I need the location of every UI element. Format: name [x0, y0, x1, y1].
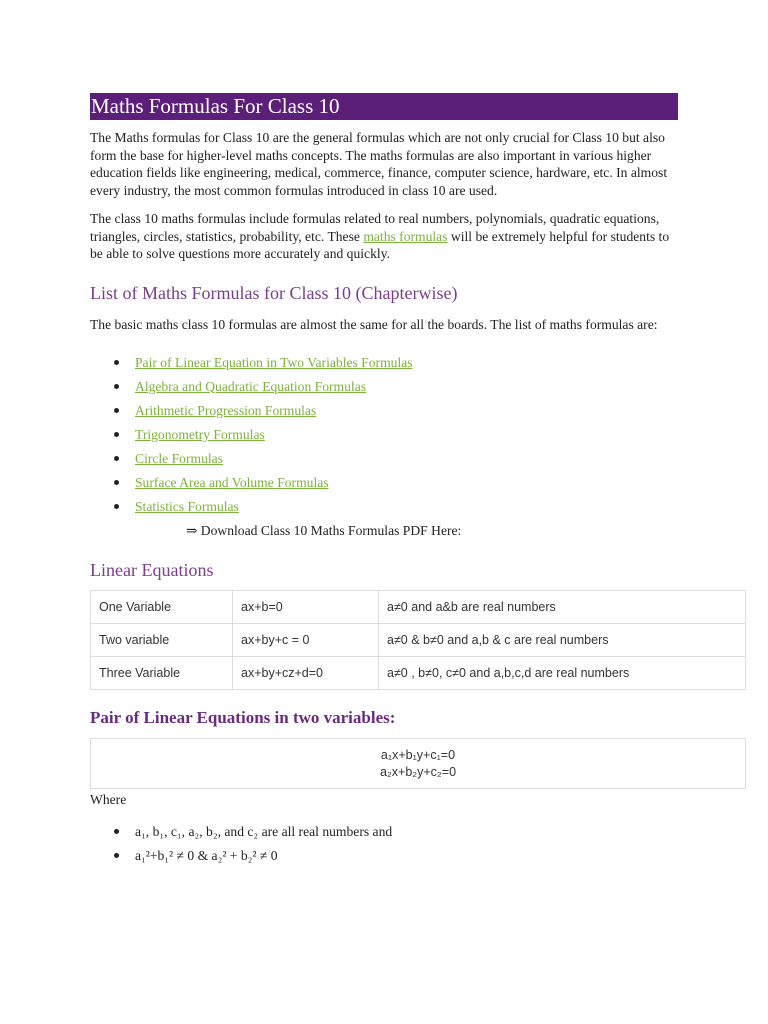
chapter-link-pair-linear[interactable]: Pair of Linear Equation in Two Variables Formulas — [135, 354, 413, 370]
chapter-link-algebra-quadratic[interactable]: Algebra and Quadratic Equation Formulas — [135, 378, 367, 394]
equation-2: a₂x+b₂y+c₂=0 — [379, 764, 457, 779]
table-cell-condition: a≠0 and a&b are real numbers — [379, 590, 746, 623]
table-cell-condition: a≠0 , b≠0, c≠0 and a,b,c,d are real numbers — [379, 656, 746, 689]
list-item: a₁, b₁, c₁, a₂, b₂, and c₂ are all real numbers and — [90, 820, 746, 844]
list-item: a₁²+b₁² ≠ 0 & a₂² + b₂² ≠ 0 — [90, 844, 746, 868]
page-title: Maths Formulas For Class 10 — [90, 93, 678, 120]
intro-paragraph: The Maths formulas for Class 10 are the general formulas which are not only crucial for Class 10 but also form the base for higher-level maths concepts. The maths formulas are also important in various higher education fields like engineering, medical, commerce, finance, computer science, hardware, etc. In almost every industry, the most common formulas introduced in class 10 are used. — [90, 130, 668, 199]
equation-1: a₁x+b₁y+c₁=0 — [380, 747, 456, 762]
download-pdf-text: ⇒ Download Class 10 Maths Formulas PDF Here: — [186, 522, 462, 538]
chapter-link-circle[interactable]: Circle Formulas — [135, 450, 223, 466]
list-item — [90, 351, 746, 375]
second-paragraph — [90, 210, 678, 263]
linear-equations-heading: Linear Equations — [90, 559, 214, 580]
chapter-link-surface-area-volume[interactable]: Surface Area and Volume Formulas — [135, 474, 329, 490]
table-cell-equation: ax+by+cz+d=0 — [233, 656, 379, 689]
chapter-link-trigonometry[interactable]: Trigonometry Formulas — [135, 426, 265, 442]
list-item — [90, 423, 746, 447]
table-cell-equation: ax+b=0 — [233, 590, 379, 623]
table-cell-type: One Variable — [91, 590, 233, 623]
where-label: Where — [90, 791, 127, 807]
conditions-list — [90, 820, 746, 868]
list-heading: List of Maths Formulas for Class 10 (Chapterwise) — [90, 282, 458, 303]
table-row — [91, 656, 746, 689]
pair-equations-box — [90, 738, 746, 789]
second-paragraph-text-end: will be extremely helpful for students to be able to solve questions more accurately and quickly. — [90, 228, 670, 262]
maths-formulas-link[interactable]: maths formulas — [363, 228, 448, 244]
pair-equations-heading: Pair of Linear Equations in two variables: — [90, 707, 396, 727]
table-cell-condition: a≠0 & b≠0 and a,b & c are real numbers — [379, 623, 746, 656]
table-cell-type: Two variable — [91, 623, 233, 656]
list-item — [90, 495, 746, 519]
article — [90, 93, 746, 868]
linear-equations-table — [90, 590, 746, 690]
list-item — [90, 399, 746, 423]
table-cell-type: Three Variable — [91, 656, 233, 689]
chapter-link-list — [90, 351, 746, 519]
chapter-link-arithmetic-progression[interactable]: Arithmetic Progression Formulas — [135, 402, 317, 418]
list-item — [90, 471, 746, 495]
second-paragraph-text-start: The class 10 maths formulas include formulas related to real numbers, polynomials, quadratic equations, triangles, circles, statistics, probability, etc. These — [90, 210, 660, 244]
list-intro: The basic maths class 10 formulas are almost the same for all the boards. The list of maths formulas are: — [90, 316, 658, 332]
list-item — [90, 447, 746, 471]
table-row — [91, 623, 746, 656]
table-cell-equation: ax+by+c = 0 — [233, 623, 379, 656]
list-item — [90, 375, 746, 399]
chapter-link-statistics[interactable]: Statistics Formulas — [135, 498, 239, 514]
table-row — [91, 590, 746, 623]
